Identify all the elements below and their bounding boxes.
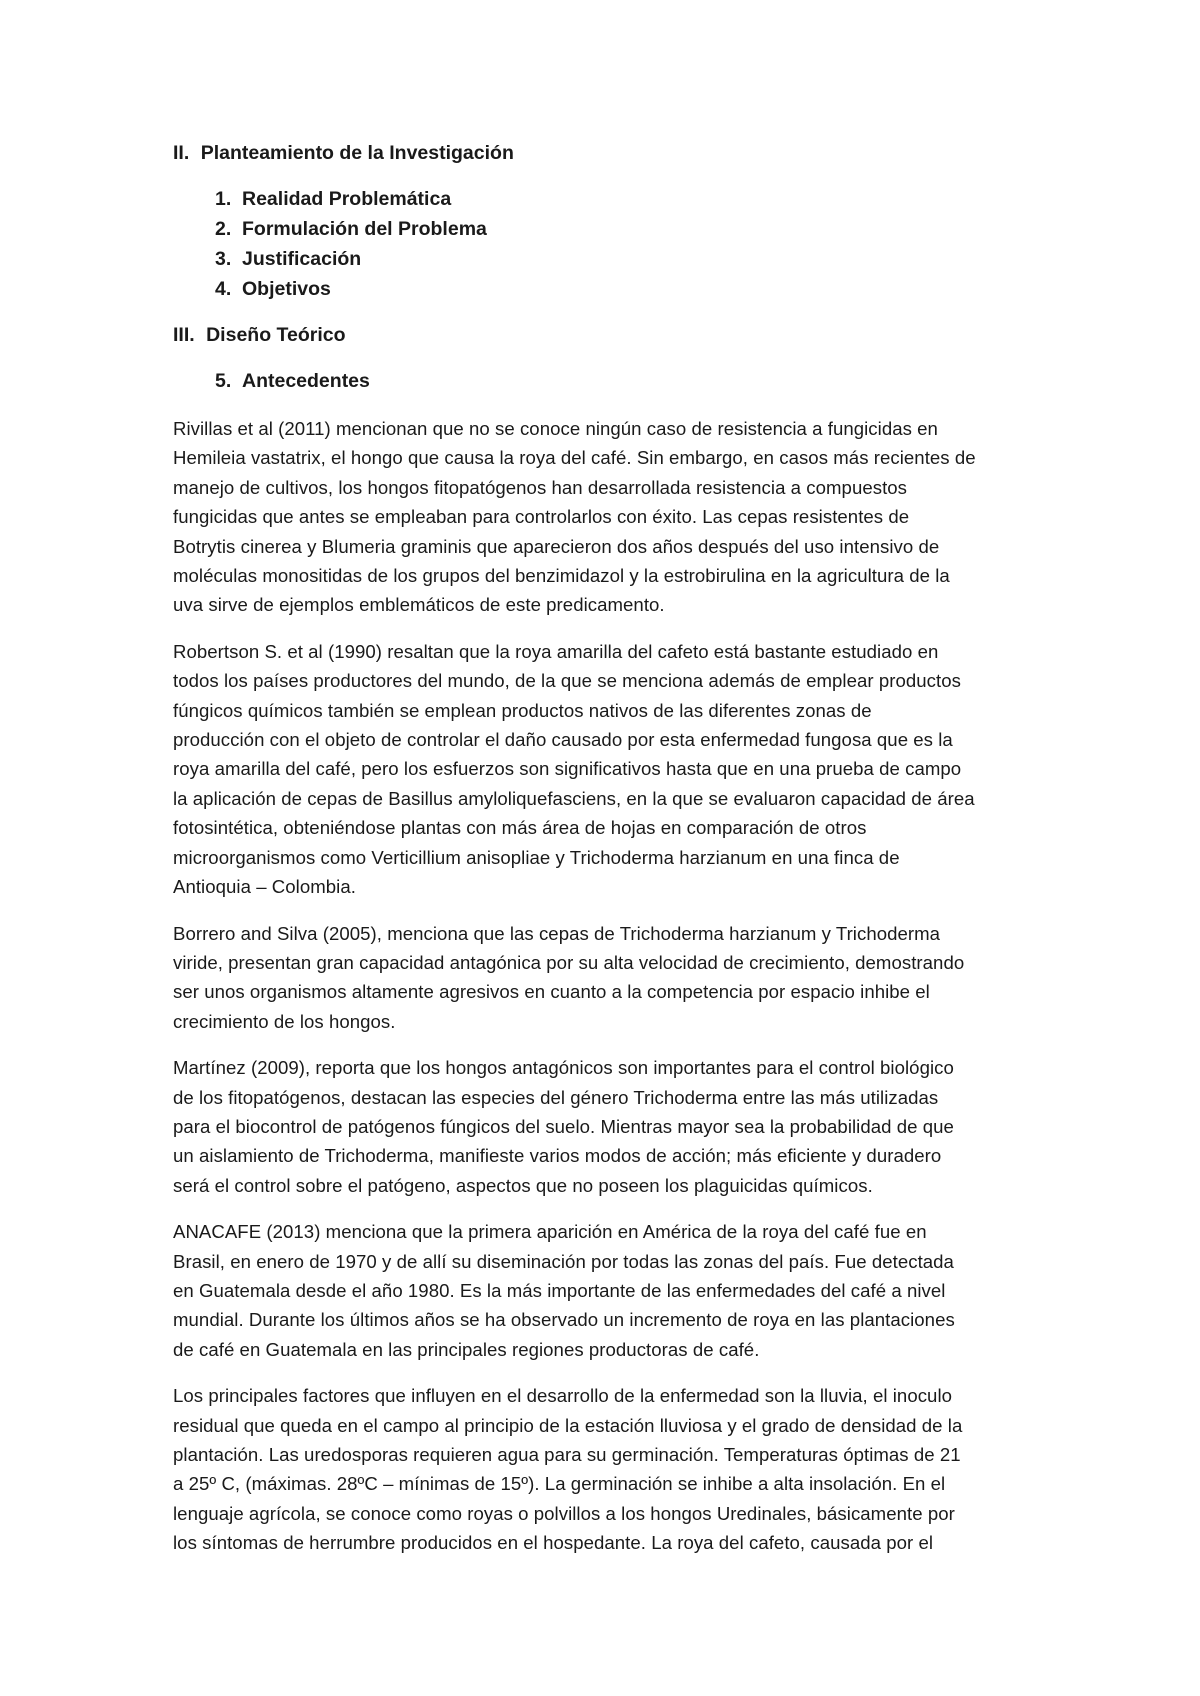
list-item-label: Justificación [242, 248, 362, 270]
paragraph-line: a 25º C, (máximas. 28ºC – mínimas de 15º). La germinación se inhibe a alta insolación. En el [173, 1473, 946, 1495]
paragraph-line: Hemileia vastatrix, el hongo que causa la roya del café. Sin embargo, en casos más recientes de [173, 447, 976, 469]
paragraph-line: manejo de cultivos, los hongos fitopatógenos han desarrollada resistencia a compuestos [173, 476, 908, 498]
body-paragraph [173, 1053, 1043, 1200]
list-item-label: Objetivos [242, 278, 331, 300]
section-number: II. [173, 142, 190, 164]
paragraph-line: uva sirve de ejemplos emblemáticos de este predicamento. [173, 594, 665, 616]
paragraph-line: fungicidas que antes se empleaban para controlarlos con éxito. Las cepas resistentes de [173, 506, 910, 528]
paragraph-line: los síntomas de herrumbre producidos en el hospedante. La roya del cafeto, causada por el [173, 1532, 934, 1554]
list-item-label: Formulación del Problema [242, 218, 487, 240]
list-item [215, 274, 1043, 304]
paragraph-line: moléculas monositidas de los grupos del benzimidazol y la estrobirulina en la agricultura de la [173, 565, 950, 587]
paragraph-line: Martínez (2009), reporta que los hongos antagónicos son importantes para el control biológico [173, 1057, 954, 1079]
paragraph-line: todos los países productores del mundo, de la que se menciona además de emplear productos [173, 670, 961, 692]
paragraph-line: de los fitopatógenos, destacan las especies del género Trichoderma entre las más utilizadas [173, 1086, 939, 1108]
section-title: Diseño Teórico [206, 324, 346, 346]
paragraph-line: será el control sobre el patógeno, aspectos que no poseen los plaguicidas químicos. [173, 1174, 873, 1196]
body-paragraph [173, 1381, 1043, 1557]
paragraph-line: producción con el objeto de controlar el daño causado por esta enfermedad fungosa que es la [173, 729, 953, 751]
paragraph-line: de café en Guatemala en las principales regiones productoras de café. [173, 1338, 760, 1360]
body-paragraph [173, 919, 1043, 1037]
paragraph-line: crecimiento de los hongos. [173, 1010, 396, 1032]
paragraph-line: Robertson S. et al (1990) resaltan que la roya amarilla del cafeto está bastante estudiado en [173, 640, 939, 662]
paragraph-line: fotosintética, obteniéndose plantas con más área de hojas en comparación de otros [173, 817, 867, 839]
paragraph-line: Borrero and Silva (2005), menciona que las cepas de Trichoderma harzianum y Trichoderma [173, 922, 941, 944]
section-number: III. [173, 324, 195, 346]
list-item-number: 5. [215, 370, 232, 392]
list-item [215, 244, 1043, 274]
paragraph-line: plantación. Las uredosporas requieren agua para su germinación. Temperaturas óptimas de 21 [173, 1444, 961, 1465]
paragraph-line: microorganismos como Verticillium anisopliae y Trichoderma harzianum en una finca de [173, 846, 900, 868]
list-item-number: 3. [215, 248, 232, 270]
section-heading-iii [173, 322, 1043, 348]
paragraph-line: la aplicación de cepas de Basillus amyloliquefasciens, en la que se evaluaron capacidad de área [173, 787, 975, 809]
list-item-label: Realidad Problemática [242, 188, 452, 210]
document-page [173, 140, 1043, 1575]
body-paragraph [173, 414, 1043, 620]
body-text [173, 414, 1043, 1558]
paragraph-line: Brasil, en enero de 1970 y de allí su diseminación por todas las zonas del país. Fue detectada [173, 1250, 954, 1272]
list-item-label: Antecedentes [242, 370, 370, 392]
list-item-number: 1. [215, 188, 232, 210]
paragraph-line: en Guatemala desde el año 1980. Es la más importante de las enfermedades del café a nivel [173, 1279, 946, 1301]
section-ii-list [173, 184, 1043, 304]
paragraph-line: un aislamiento de Trichoderma, manifieste varios modos de acción; más eficiente y duradero [173, 1145, 942, 1167]
paragraph-line: residual que queda en el campo al principio de la estación lluviosa y el grado de densidad de la [173, 1414, 963, 1436]
body-paragraph [173, 1217, 1043, 1364]
body-paragraph [173, 637, 1043, 902]
paragraph-line: Rivillas et al (2011) mencionan que no se conoce ningún caso de resistencia a fungicidas en [173, 418, 938, 439]
list-item [215, 184, 1043, 214]
paragraph-line: Los principales factores que influyen en el desarrollo de la enfermedad son la lluvia, el inoculo [173, 1385, 953, 1407]
paragraph-line: ser unos organismos altamente agresivos en cuanto a la competencia por espacio inhibe el [173, 981, 930, 1003]
section-heading-ii [173, 140, 1043, 166]
list-item-number: 4. [215, 278, 232, 300]
paragraph-line: lenguaje agrícola, se conoce como royas o polvillos a los hongos Uredinales, básicamente por [173, 1502, 955, 1524]
paragraph-line: Antioquia – Colombia. [173, 876, 356, 898]
list-item [215, 214, 1043, 244]
section-title: Planteamiento de la Investigación [200, 142, 514, 164]
list-item-number: 2. [215, 218, 232, 240]
paragraph-line: viride, presentan gran capacidad antagónica por su alta velocidad de crecimiento, demostrando [173, 951, 965, 973]
paragraph-line: para el biocontrol de patógenos fúngicos del suelo. Mientras mayor sea la probabilidad de que [173, 1115, 954, 1137]
paragraph-line: roya amarilla del café, pero los esfuerzos son significativos hasta que en una prueba de campo [173, 758, 962, 780]
section-iii-list [173, 366, 1043, 396]
paragraph-line: Botrytis cinerea y Blumeria graminis que aparecieron dos años después del uso intensivo de [173, 535, 940, 557]
paragraph-line: mundial. Durante los últimos años se ha observado un incremento de roya en las plantaciones [173, 1309, 955, 1331]
list-item [215, 366, 1043, 396]
paragraph-line: ANACAFE (2013) menciona que la primera aparición en América de la roya del café fue en [173, 1221, 927, 1243]
paragraph-line: fúngicos químicos también se emplean productos nativos de las diferentes zonas de [173, 699, 872, 721]
